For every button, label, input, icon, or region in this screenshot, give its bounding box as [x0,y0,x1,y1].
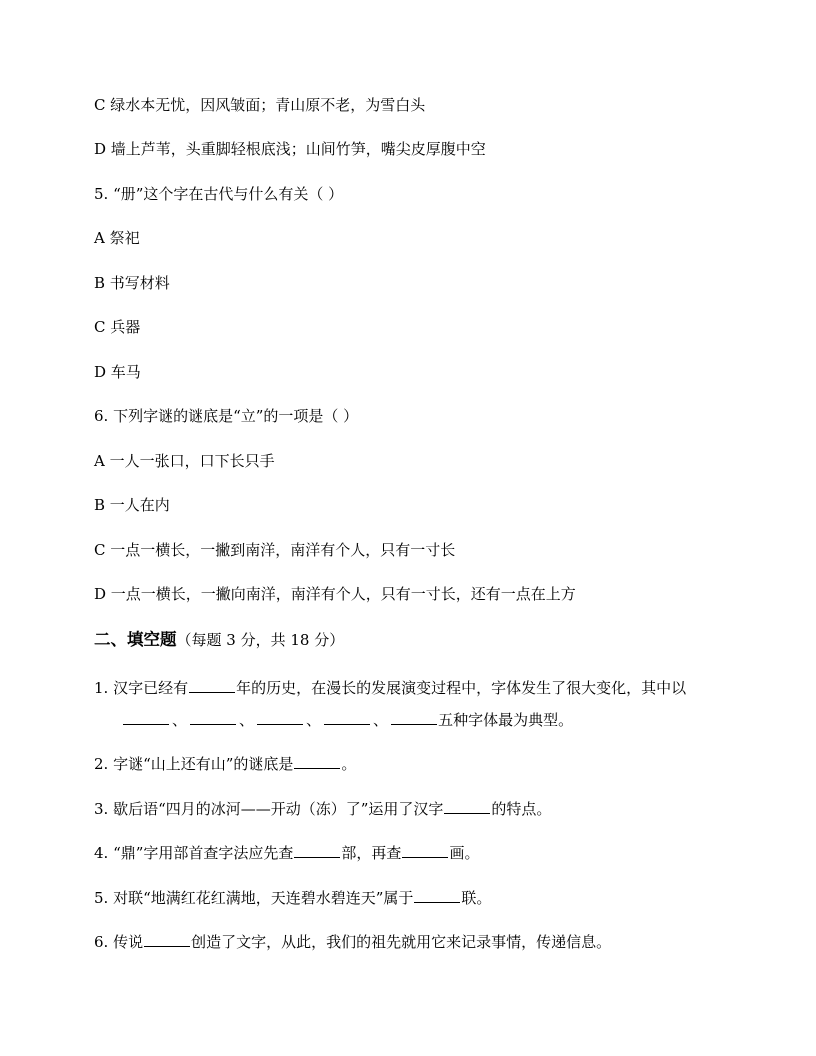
answer-blank[interactable] [294,842,340,858]
q6-stem: 6. 下列字谜的谜底是“立”的一项是（ ） [94,407,359,425]
fill-q2 [94,753,356,775]
fill-q1-line1 [94,677,686,699]
answer-blank[interactable] [123,709,169,725]
q5-option-c: C 兵器 [94,318,141,336]
answer-blank[interactable] [190,709,236,725]
q4-option-c: C 绿水本无忧，因风皱面；青山原不老，为雪白头 [94,96,426,114]
fill-q6 [94,931,611,953]
q6-option-d: D 一点一横长，一撇向南洋，南洋有个人，只有一寸长，还有一点在上方 [94,585,576,603]
fill-q4-end: 画。 [449,844,480,862]
fill-q6-text: 6. 传说 [94,933,144,951]
fill-q4-text: 4. “鼎”字用部首查字法应先查 [94,844,294,862]
fill-q2-end: 。 [341,755,357,773]
separator: 、 [239,711,255,729]
fill-q4 [94,842,479,864]
fill-q1-text-end: 五种字体最为典型。 [438,711,574,729]
q5-option-a: A 祭祀 [94,229,140,247]
fill-q1-text-2: 年的历史，在漫长的发展演变过程中，字体发生了很大变化，其中以 [236,679,687,697]
section-note: （每题 3 分，共 18 分） [176,631,345,649]
answer-blank[interactable] [144,931,190,947]
q5-option-b: B 书写材料 [94,274,170,292]
separator: 、 [306,711,322,729]
fill-q6-end: 创造了文字，从此，我们的祖先就用它来记录事情，传递信息。 [191,933,612,951]
q6-option-c: C 一点一横长，一撇到南洋，南洋有个人，只有一寸长 [94,541,456,559]
fill-q3-text: 3. 歇后语“四月的冰河——开动（冻）了”运用了汉字 [94,800,444,818]
answer-blank[interactable] [444,798,490,814]
answer-blank[interactable] [402,842,448,858]
fill-q1-text-1: 1. 汉字已经有 [94,679,189,697]
q6-option-b: B 一人在内 [94,496,170,514]
answer-blank[interactable] [324,709,370,725]
separator: 、 [172,711,188,729]
fill-q4-text-2: 部，再查 [341,844,402,862]
fill-q3 [94,798,551,820]
fill-q2-text: 2. 字谜“山上还有山”的谜底是 [94,755,294,773]
fill-q1-line2 [122,709,573,731]
fill-q3-end: 的特点。 [491,800,552,818]
q5-option-d: D 车马 [94,363,141,381]
answer-blank[interactable] [391,709,437,725]
fill-q5-text: 5. 对联“地满红花红满地，天连碧水碧连天”属于 [94,889,414,907]
answer-blank[interactable] [414,887,460,903]
fill-q5 [94,887,491,909]
q5-stem: 5. “册”这个字在古代与什么有关（ ） [94,185,344,203]
section-title: 二、填空题 [94,630,177,649]
q4-option-d: D 墙上芦苇，头重脚轻根底浅；山间竹笋，嘴尖皮厚腹中空 [94,140,486,158]
q6-option-a: A 一人一张口，口下长只手 [94,452,275,470]
answer-blank[interactable] [189,677,235,693]
answer-blank[interactable] [294,753,340,769]
section-heading [94,629,344,651]
answer-blank[interactable] [257,709,303,725]
separator: 、 [373,711,389,729]
fill-q5-end: 联。 [461,889,492,907]
